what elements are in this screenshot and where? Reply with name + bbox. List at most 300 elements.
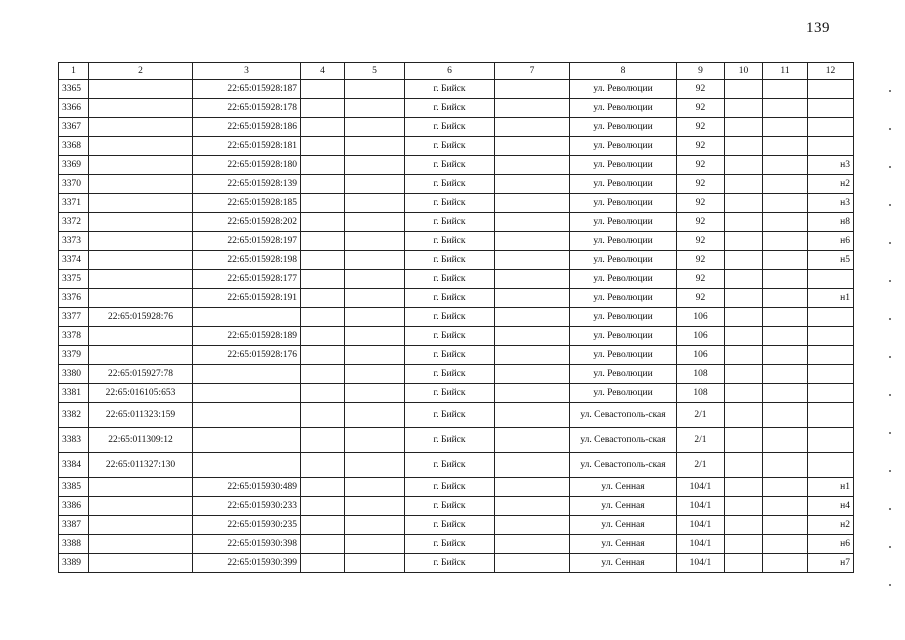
table-cell-c7 bbox=[495, 554, 570, 573]
table-cell-c7 bbox=[495, 289, 570, 308]
table-row bbox=[59, 213, 854, 232]
table-cell-c3: 22:65:015928:181 bbox=[193, 137, 301, 156]
table-cell-c11 bbox=[763, 403, 808, 428]
table-cell-c11 bbox=[763, 99, 808, 118]
table-cell-c6: г. Бийск bbox=[405, 213, 495, 232]
table-cell-c11 bbox=[763, 156, 808, 175]
table-cell-c7 bbox=[495, 232, 570, 251]
table-cell-c3: 22:65:015928:191 bbox=[193, 289, 301, 308]
table-cell-c7 bbox=[495, 453, 570, 478]
table-cell-c2 bbox=[89, 251, 193, 270]
table-cell-c7 bbox=[495, 194, 570, 213]
table-cell-c4 bbox=[301, 327, 345, 346]
table-cell-c10 bbox=[725, 554, 763, 573]
table-cell-c5 bbox=[345, 453, 405, 478]
table-row bbox=[59, 428, 854, 453]
table-cell-c5 bbox=[345, 478, 405, 497]
table-cell-c7 bbox=[495, 403, 570, 428]
table-cell-c9: 104/1 bbox=[677, 497, 725, 516]
table-cell-c11 bbox=[763, 453, 808, 478]
table-cell-c1: 3387 bbox=[59, 516, 89, 535]
table-cell-c4 bbox=[301, 478, 345, 497]
table-cell-c10 bbox=[725, 232, 763, 251]
table-cell-c4 bbox=[301, 80, 345, 99]
table-cell-c12: н1 bbox=[808, 478, 854, 497]
table-cell-c7 bbox=[495, 156, 570, 175]
table-cell-c9: 92 bbox=[677, 99, 725, 118]
table-cell-c3 bbox=[193, 403, 301, 428]
table-cell-c8: ул. Революции bbox=[570, 175, 677, 194]
table-cell-c10 bbox=[725, 80, 763, 99]
table-cell-c5 bbox=[345, 497, 405, 516]
table-cell-c5 bbox=[345, 403, 405, 428]
table-row bbox=[59, 251, 854, 270]
table-cell-c6: г. Бийск bbox=[405, 478, 495, 497]
table-cell-c8: ул. Севастополь-ская bbox=[570, 403, 677, 428]
table-cell-c5 bbox=[345, 535, 405, 554]
table-cell-c11 bbox=[763, 232, 808, 251]
table-cell-c10 bbox=[725, 365, 763, 384]
table-cell-c7 bbox=[495, 384, 570, 403]
table-cell-c11 bbox=[763, 516, 808, 535]
table-cell-c7 bbox=[495, 251, 570, 270]
table-cell-c4 bbox=[301, 365, 345, 384]
table-cell-c4 bbox=[301, 516, 345, 535]
table-cell-c2 bbox=[89, 80, 193, 99]
table-cell-c3: 22:65:015930:233 bbox=[193, 497, 301, 516]
table-cell-c10 bbox=[725, 270, 763, 289]
table-cell-c10 bbox=[725, 156, 763, 175]
table-cell-c2 bbox=[89, 213, 193, 232]
table-cell-c5 bbox=[345, 232, 405, 251]
table-cell-c8: ул. Революции bbox=[570, 327, 677, 346]
table-cell-c4 bbox=[301, 289, 345, 308]
table-cell-c3: 22:65:015930:398 bbox=[193, 535, 301, 554]
table-cell-c12 bbox=[808, 118, 854, 137]
table-cell-c9: 92 bbox=[677, 175, 725, 194]
table-cell-c8: ул. Сенная bbox=[570, 554, 677, 573]
table-cell-c11 bbox=[763, 270, 808, 289]
table-cell-c8: ул. Революции bbox=[570, 365, 677, 384]
table-row bbox=[59, 194, 854, 213]
table-cell-c1: 3375 bbox=[59, 270, 89, 289]
table-cell-c8: ул. Сенная bbox=[570, 478, 677, 497]
table-cell-c2 bbox=[89, 478, 193, 497]
table-cell-c9: 108 bbox=[677, 365, 725, 384]
table-cell-c3 bbox=[193, 365, 301, 384]
table-cell-c8: ул. Революции bbox=[570, 251, 677, 270]
table-row bbox=[59, 99, 854, 118]
table-row bbox=[59, 497, 854, 516]
column-header: 11 bbox=[763, 63, 808, 80]
table-cell-c4 bbox=[301, 251, 345, 270]
table-cell-c4 bbox=[301, 346, 345, 365]
table-row bbox=[59, 403, 854, 428]
table-cell-c12 bbox=[808, 99, 854, 118]
table-cell-c12 bbox=[808, 327, 854, 346]
table-cell-c9: 92 bbox=[677, 213, 725, 232]
table-cell-c1: 3368 bbox=[59, 137, 89, 156]
table-cell-c1: 3373 bbox=[59, 232, 89, 251]
table-cell-c6: г. Бийск bbox=[405, 175, 495, 194]
table-cell-c5 bbox=[345, 137, 405, 156]
table-cell-c9: 92 bbox=[677, 289, 725, 308]
table-cell-c12 bbox=[808, 80, 854, 99]
table-cell-c6: г. Бийск bbox=[405, 384, 495, 403]
column-header: 4 bbox=[301, 63, 345, 80]
table-cell-c8: ул. Революции bbox=[570, 80, 677, 99]
table-cell-c2 bbox=[89, 535, 193, 554]
table-cell-c11 bbox=[763, 346, 808, 365]
table-cell-c10 bbox=[725, 478, 763, 497]
table-cell-c8: ул. Революции bbox=[570, 213, 677, 232]
table-cell-c9: 104/1 bbox=[677, 516, 725, 535]
table-cell-c11 bbox=[763, 554, 808, 573]
table-cell-c7 bbox=[495, 428, 570, 453]
table-cell-c5 bbox=[345, 346, 405, 365]
table-cell-c11 bbox=[763, 478, 808, 497]
table-cell-c4 bbox=[301, 428, 345, 453]
table-cell-c5 bbox=[345, 251, 405, 270]
table-cell-c7 bbox=[495, 346, 570, 365]
table-cell-c6: г. Бийск bbox=[405, 270, 495, 289]
table-cell-c3 bbox=[193, 308, 301, 327]
table-cell-c10 bbox=[725, 346, 763, 365]
table-cell-c2 bbox=[89, 270, 193, 289]
table-row bbox=[59, 535, 854, 554]
table-cell-c12: н7 bbox=[808, 554, 854, 573]
table-cell-c1: 3371 bbox=[59, 194, 89, 213]
table-cell-c12 bbox=[808, 346, 854, 365]
column-header: 8 bbox=[570, 63, 677, 80]
table-row bbox=[59, 289, 854, 308]
table-cell-c11 bbox=[763, 497, 808, 516]
table-cell-c4 bbox=[301, 384, 345, 403]
table-cell-c3 bbox=[193, 453, 301, 478]
table-cell-c1: 3379 bbox=[59, 346, 89, 365]
table-cell-c4 bbox=[301, 213, 345, 232]
table-cell-c11 bbox=[763, 535, 808, 554]
table-cell-c6: г. Бийск bbox=[405, 289, 495, 308]
table-cell-c7 bbox=[495, 137, 570, 156]
table-cell-c1: 3376 bbox=[59, 289, 89, 308]
table-cell-c11 bbox=[763, 80, 808, 99]
table-cell-c12: н3 bbox=[808, 194, 854, 213]
table-cell-c4 bbox=[301, 453, 345, 478]
table-row bbox=[59, 453, 854, 478]
table-row bbox=[59, 270, 854, 289]
table-cell-c12 bbox=[808, 384, 854, 403]
table-cell-c10 bbox=[725, 308, 763, 327]
table-cell-c5 bbox=[345, 289, 405, 308]
table-cell-c6: г. Бийск bbox=[405, 554, 495, 573]
column-header: 10 bbox=[725, 63, 763, 80]
table-cell-c2 bbox=[89, 175, 193, 194]
table-row bbox=[59, 137, 854, 156]
table-cell-c12: н5 bbox=[808, 251, 854, 270]
page-number: 139 bbox=[806, 20, 830, 36]
table-cell-c8: ул. Революции bbox=[570, 346, 677, 365]
table-body bbox=[59, 80, 854, 573]
table-cell-c6: г. Бийск bbox=[405, 137, 495, 156]
table-row bbox=[59, 156, 854, 175]
table-cell-c12 bbox=[808, 453, 854, 478]
table-cell-c7 bbox=[495, 478, 570, 497]
table-cell-c1: 3381 bbox=[59, 384, 89, 403]
table-cell-c9: 2/1 bbox=[677, 403, 725, 428]
table-cell-c10 bbox=[725, 497, 763, 516]
table-cell-c2 bbox=[89, 137, 193, 156]
table-cell-c1: 3365 bbox=[59, 80, 89, 99]
table-cell-c11 bbox=[763, 175, 808, 194]
table-cell-c8: ул. Революции bbox=[570, 384, 677, 403]
table-cell-c8: ул. Революции bbox=[570, 118, 677, 137]
table-cell-c8: ул. Революции bbox=[570, 289, 677, 308]
table-cell-c9: 104/1 bbox=[677, 535, 725, 554]
table-cell-c12 bbox=[808, 308, 854, 327]
table-cell-c3: 22:65:015928:187 bbox=[193, 80, 301, 99]
column-header: 1 bbox=[59, 63, 89, 80]
table-cell-c12: н8 bbox=[808, 213, 854, 232]
table-cell-c4 bbox=[301, 497, 345, 516]
table-cell-c2: 22:65:011327:130 bbox=[89, 453, 193, 478]
table-cell-c5 bbox=[345, 365, 405, 384]
table-cell-c1: 3385 bbox=[59, 478, 89, 497]
table-cell-c12: н4 bbox=[808, 497, 854, 516]
table-row bbox=[59, 478, 854, 497]
table-row bbox=[59, 554, 854, 573]
table-cell-c11 bbox=[763, 194, 808, 213]
table-cell-c9: 106 bbox=[677, 346, 725, 365]
table-cell-c5 bbox=[345, 327, 405, 346]
table-cell-c9: 106 bbox=[677, 308, 725, 327]
table-cell-c6: г. Бийск bbox=[405, 327, 495, 346]
table-cell-c8: ул. Сенная bbox=[570, 535, 677, 554]
table-cell-c6: г. Бийск bbox=[405, 346, 495, 365]
table-cell-c9: 92 bbox=[677, 232, 725, 251]
table-cell-c11 bbox=[763, 384, 808, 403]
table-cell-c7 bbox=[495, 535, 570, 554]
table-cell-c2 bbox=[89, 99, 193, 118]
table-cell-c12 bbox=[808, 270, 854, 289]
table-cell-c7 bbox=[495, 80, 570, 99]
table-cell-c4 bbox=[301, 232, 345, 251]
table-cell-c7 bbox=[495, 516, 570, 535]
table-cell-c7 bbox=[495, 497, 570, 516]
table-cell-c2 bbox=[89, 232, 193, 251]
registry-table bbox=[58, 62, 854, 573]
table-cell-c1: 3384 bbox=[59, 453, 89, 478]
table-cell-c9: 92 bbox=[677, 270, 725, 289]
column-header: 5 bbox=[345, 63, 405, 80]
table-cell-c5 bbox=[345, 194, 405, 213]
table-cell-c1: 3372 bbox=[59, 213, 89, 232]
table-cell-c1: 3374 bbox=[59, 251, 89, 270]
scan-edge-marks bbox=[889, 90, 893, 590]
table-row bbox=[59, 118, 854, 137]
table-cell-c6: г. Бийск bbox=[405, 403, 495, 428]
table-cell-c9: 104/1 bbox=[677, 554, 725, 573]
table-cell-c5 bbox=[345, 384, 405, 403]
table-cell-c1: 3369 bbox=[59, 156, 89, 175]
table-cell-c6: г. Бийск bbox=[405, 365, 495, 384]
table-cell-c7 bbox=[495, 327, 570, 346]
table-row bbox=[59, 80, 854, 99]
table-row bbox=[59, 308, 854, 327]
table-cell-c3: 22:65:015928:197 bbox=[193, 232, 301, 251]
table-row bbox=[59, 365, 854, 384]
table-cell-c6: г. Бийск bbox=[405, 232, 495, 251]
table-cell-c12 bbox=[808, 403, 854, 428]
table-cell-c4 bbox=[301, 99, 345, 118]
table-cell-c1: 3377 bbox=[59, 308, 89, 327]
table-cell-c4 bbox=[301, 137, 345, 156]
table-cell-c9: 92 bbox=[677, 251, 725, 270]
table-cell-c11 bbox=[763, 428, 808, 453]
table-cell-c1: 3389 bbox=[59, 554, 89, 573]
table-cell-c10 bbox=[725, 175, 763, 194]
table-cell-c6: г. Бийск bbox=[405, 194, 495, 213]
table-cell-c3: 22:65:015930:489 bbox=[193, 478, 301, 497]
table-cell-c8: ул. Революции bbox=[570, 308, 677, 327]
table-cell-c7 bbox=[495, 118, 570, 137]
table-cell-c3: 22:65:015930:235 bbox=[193, 516, 301, 535]
table-cell-c3: 22:65:015928:139 bbox=[193, 175, 301, 194]
table-cell-c3 bbox=[193, 428, 301, 453]
table-cell-c11 bbox=[763, 289, 808, 308]
table-cell-c6: г. Бийск bbox=[405, 251, 495, 270]
table-cell-c12: н2 bbox=[808, 516, 854, 535]
column-header: 3 bbox=[193, 63, 301, 80]
table-cell-c10 bbox=[725, 118, 763, 137]
table-cell-c8: ул. Сенная bbox=[570, 516, 677, 535]
table-cell-c2: 22:65:011323:159 bbox=[89, 403, 193, 428]
table-cell-c1: 3370 bbox=[59, 175, 89, 194]
table-cell-c3: 22:65:015928:177 bbox=[193, 270, 301, 289]
table-cell-c5 bbox=[345, 80, 405, 99]
table-cell-c8: ул. Революции bbox=[570, 99, 677, 118]
table-row bbox=[59, 175, 854, 194]
table-cell-c7 bbox=[495, 175, 570, 194]
table-cell-c7 bbox=[495, 365, 570, 384]
table-cell-c6: г. Бийск bbox=[405, 428, 495, 453]
table-cell-c1: 3386 bbox=[59, 497, 89, 516]
table-cell-c4 bbox=[301, 403, 345, 428]
table-cell-c3: 22:65:015930:399 bbox=[193, 554, 301, 573]
table-cell-c9: 92 bbox=[677, 156, 725, 175]
table-cell-c2 bbox=[89, 346, 193, 365]
table-cell-c9: 2/1 bbox=[677, 428, 725, 453]
table-cell-c10 bbox=[725, 516, 763, 535]
table-cell-c9: 92 bbox=[677, 137, 725, 156]
table-cell-c5 bbox=[345, 156, 405, 175]
table-cell-c11 bbox=[763, 137, 808, 156]
table-cell-c8: ул. Революции bbox=[570, 270, 677, 289]
table-cell-c11 bbox=[763, 118, 808, 137]
table-cell-c6: г. Бийск bbox=[405, 535, 495, 554]
table-row bbox=[59, 346, 854, 365]
table-cell-c3: 22:65:015928:178 bbox=[193, 99, 301, 118]
table-cell-c7 bbox=[495, 270, 570, 289]
table-cell-c5 bbox=[345, 99, 405, 118]
table-cell-c10 bbox=[725, 384, 763, 403]
table-cell-c12: н3 bbox=[808, 156, 854, 175]
table-cell-c6: г. Бийск bbox=[405, 80, 495, 99]
table-cell-c10 bbox=[725, 453, 763, 478]
table-cell-c1: 3382 bbox=[59, 403, 89, 428]
table-cell-c1: 3378 bbox=[59, 327, 89, 346]
table-cell-c3: 22:65:015928:185 bbox=[193, 194, 301, 213]
table-cell-c7 bbox=[495, 213, 570, 232]
table-cell-c2 bbox=[89, 497, 193, 516]
table-cell-c12: н6 bbox=[808, 232, 854, 251]
table-cell-c2: 22:65:011309:12 bbox=[89, 428, 193, 453]
table-cell-c10 bbox=[725, 403, 763, 428]
table-cell-c1: 3383 bbox=[59, 428, 89, 453]
table-cell-c5 bbox=[345, 118, 405, 137]
table-cell-c10 bbox=[725, 251, 763, 270]
table-cell-c4 bbox=[301, 175, 345, 194]
table-cell-c6: г. Бийск bbox=[405, 497, 495, 516]
table-cell-c7 bbox=[495, 308, 570, 327]
table-cell-c12: н6 bbox=[808, 535, 854, 554]
column-header: 6 bbox=[405, 63, 495, 80]
table-cell-c5 bbox=[345, 308, 405, 327]
table-cell-c10 bbox=[725, 428, 763, 453]
table-cell-c8: ул. Революции bbox=[570, 156, 677, 175]
table-cell-c6: г. Бийск bbox=[405, 118, 495, 137]
table-cell-c5 bbox=[345, 516, 405, 535]
table-cell-c6: г. Бийск bbox=[405, 516, 495, 535]
table-cell-c10 bbox=[725, 327, 763, 346]
table-cell-c9: 108 bbox=[677, 384, 725, 403]
table-cell-c4 bbox=[301, 118, 345, 137]
table-cell-c10 bbox=[725, 289, 763, 308]
table-cell-c7 bbox=[495, 99, 570, 118]
table-cell-c2 bbox=[89, 327, 193, 346]
table-cell-c4 bbox=[301, 554, 345, 573]
table-cell-c3: 22:65:015928:180 bbox=[193, 156, 301, 175]
table-cell-c3: 22:65:015928:176 bbox=[193, 346, 301, 365]
table-cell-c4 bbox=[301, 308, 345, 327]
column-header: 7 bbox=[495, 63, 570, 80]
table-cell-c5 bbox=[345, 554, 405, 573]
table-cell-c11 bbox=[763, 251, 808, 270]
table-cell-c9: 92 bbox=[677, 118, 725, 137]
table-cell-c5 bbox=[345, 175, 405, 194]
table-cell-c1: 3367 bbox=[59, 118, 89, 137]
table-cell-c8: ул. Севастополь-ская bbox=[570, 453, 677, 478]
table-cell-c8: ул. Революции bbox=[570, 232, 677, 251]
table-cell-c2: 22:65:015927:78 bbox=[89, 365, 193, 384]
table-cell-c1: 3388 bbox=[59, 535, 89, 554]
table-cell-c12 bbox=[808, 428, 854, 453]
table-cell-c4 bbox=[301, 156, 345, 175]
table-cell-c3: 22:65:015928:202 bbox=[193, 213, 301, 232]
table-row bbox=[59, 516, 854, 535]
column-header: 12 bbox=[808, 63, 854, 80]
table-cell-c3 bbox=[193, 384, 301, 403]
table-cell-c10 bbox=[725, 194, 763, 213]
table-cell-c10 bbox=[725, 99, 763, 118]
table-cell-c2 bbox=[89, 156, 193, 175]
table-cell-c8: ул. Сенная bbox=[570, 497, 677, 516]
table-cell-c9: 106 bbox=[677, 327, 725, 346]
table-cell-c3: 22:65:015928:189 bbox=[193, 327, 301, 346]
table-row bbox=[59, 327, 854, 346]
table-cell-c1: 3366 bbox=[59, 99, 89, 118]
table-cell-c8: ул. Революции bbox=[570, 137, 677, 156]
